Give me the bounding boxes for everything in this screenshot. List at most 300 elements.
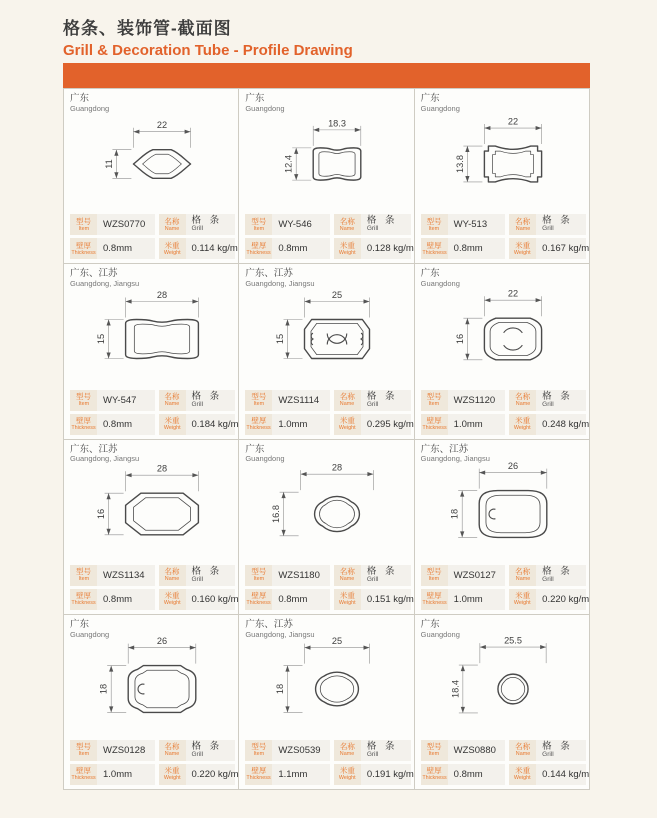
spec-pair-item [421,565,506,586]
region-label-en: Guangdong, Jiangsu [245,279,315,289]
weight-label [334,764,361,785]
name-value [361,565,411,586]
name-value [536,214,586,235]
profile-inner-detail [362,333,364,345]
height-dimension-label: 18.4 [450,680,461,699]
name-label [509,214,536,235]
thickness-label [245,238,272,259]
item-label [245,214,272,235]
spec-pair-thickness [245,414,330,435]
item-label-en: Item [253,225,265,232]
weight-value: 0.220 kg/m [536,589,586,610]
spec-table [421,565,589,610]
thickness-value: 0.8mm [97,589,155,610]
name-label-cn: 名称 [164,742,180,752]
item-label-en: Item [428,576,440,582]
thickness-value: 0.8mm [97,238,155,259]
item-value: WZS0539 [272,740,330,761]
thickness-value: 1.0mm [448,589,506,610]
thickness-value: 0.8mm [272,238,330,259]
thickness-value: 0.8mm [272,589,330,610]
height-dimension-label: 16 [96,509,107,520]
item-label-cn: 型号 [426,391,442,401]
thickness-label-en: Thickness [246,425,271,431]
weight-label-cn: 米重 [164,415,180,425]
item-value: WZS0770 [97,214,155,235]
thickness-label-en: Thickness [71,600,96,606]
spec-row [70,589,239,610]
height-dimension-label: 18 [275,684,286,695]
thickness-label [70,764,97,785]
name-label-en: Name [515,225,530,232]
product-cell [239,440,413,614]
name-label [334,390,361,411]
spec-row [421,414,589,435]
spec-pair-item [70,390,155,411]
height-dimension-label: 18 [98,684,109,695]
thickness-label [245,414,272,435]
region-label-cn: 广东 [420,93,440,104]
item-value: WZS0127 [448,565,506,586]
spec-pair-weight [159,238,236,259]
width-dimension-label: 22 [507,288,518,299]
profile-inner-wall [501,678,525,701]
thickness-value: 0.8mm [448,238,506,259]
name-label-cn: 名称 [515,391,531,401]
thickness-label-cn: 壁厚 [76,766,91,776]
profile-drawing [415,284,589,386]
name-value-en: Grill [191,400,204,408]
dimension-arrows [460,471,547,538]
spec-pair-name [509,565,586,586]
profile-drawing [239,109,413,211]
name-value-en: Grill [542,575,554,583]
weight-label [509,764,536,785]
spec-pair-item [245,390,330,411]
name-label-cn: 名称 [164,567,180,577]
product-cell [415,89,589,263]
height-dimension-label: 16.8 [271,505,282,524]
dimension-lines [284,297,370,358]
region-label-en: Guangdong, Jiangsu [420,454,490,464]
spec-pair-thickness [421,414,506,435]
product-grid [63,88,590,790]
spec-row [245,740,410,761]
thickness-label-en: Thickness [422,249,447,256]
dimension-lines [113,127,191,178]
product-cell [64,89,238,263]
dimension-lines [105,297,199,358]
name-value-en: Grill [542,400,554,408]
height-dimension-label: 12.4 [284,154,295,173]
spec-pair-item [245,214,330,235]
product-cell [239,615,413,789]
item-label [245,740,272,761]
spec-pair-item [421,214,506,235]
name-label [159,565,186,586]
name-label-en: Name [164,751,180,757]
spec-pair-weight [334,238,414,259]
spec-pair-weight [159,589,239,610]
spec-table [245,740,414,785]
name-label-en: Name [515,751,530,757]
dimension-arrows [295,127,362,179]
name-value-en: Grill [191,225,204,233]
item-label [245,390,272,411]
spec-pair-item [245,740,330,761]
weight-label-en: Weight [514,775,532,781]
profile-inner-detail [503,328,522,333]
spec-pair-name [159,214,236,235]
weight-label-en: Weight [514,425,532,431]
width-dimension-label: 25.5 [503,635,522,646]
item-label-cn: 型号 [76,216,91,226]
name-value-cn: 格 条 [542,390,573,402]
profile-inner-wall [492,151,533,177]
profile-inner-wall [135,671,189,708]
weight-label [159,589,186,610]
spec-pair-name [159,740,236,761]
spec-pair-thickness [421,764,506,785]
region-label-cn: 广东 [245,443,265,455]
spec-pair-name [509,390,586,411]
weight-label-cn: 米重 [164,766,180,776]
spec-pair-thickness [421,589,506,610]
spec-row [70,764,239,785]
name-value [186,740,236,761]
region-label-en: Guangdong [245,454,285,464]
spec-row [70,390,235,411]
profile-inner-wall [134,324,189,354]
item-label [70,390,97,411]
item-value: WZS1180 [272,565,330,586]
name-label-cn: 名称 [339,216,355,226]
dimension-arrows [465,298,541,360]
name-value [186,214,236,235]
profile-inner-detail [489,509,495,519]
thickness-label [245,764,272,785]
width-dimension-label: 18.3 [328,118,347,129]
profile-drawing [64,635,238,737]
name-value-cn: 格 条 [191,741,223,753]
weight-label-cn: 米重 [339,240,355,250]
spec-pair-weight [334,414,414,435]
weight-label [334,589,361,610]
spec-pair-thickness [245,764,330,785]
weight-label-en: Weight [338,249,356,256]
weight-label-en: Weight [338,425,356,431]
name-value-en: Grill [542,225,554,233]
spec-row [70,565,235,586]
item-value: WY-513 [448,214,506,235]
weight-label-en: Weight [163,425,181,431]
profile-inner-detail [503,345,522,350]
item-label [70,740,97,761]
spec-pair-name [334,740,411,761]
weight-label-en: Weight [163,600,181,606]
spec-row [70,238,238,259]
profile-inner-wall [486,495,540,532]
weight-label [159,764,186,785]
thickness-label [421,238,448,259]
spec-row [245,589,414,610]
name-label [509,740,536,761]
spec-pair-weight [159,764,239,785]
weight-label-en: Weight [514,249,532,256]
region-label-en: Guangdong, Jiangsu [70,454,140,464]
product-cell [415,615,589,789]
weight-label [509,414,536,435]
profile-outline [305,319,370,358]
weight-label-cn: 米重 [164,591,180,601]
spec-pair-weight [334,764,414,785]
region-label-en: Guangdong [420,629,460,639]
name-value-cn: 格 条 [366,741,398,753]
dimension-arrows [282,472,374,536]
region-label-en: Guangdong [70,103,110,113]
thickness-label [421,764,448,785]
profile-outline [484,146,541,182]
profile-drawing [239,635,413,737]
item-value: WZS1114 [272,390,330,411]
weight-label [159,414,186,435]
weight-label-cn: 米重 [515,240,531,250]
thickness-label [421,414,448,435]
thickness-label-cn: 壁厚 [251,240,267,250]
profile-drawing [415,635,589,737]
name-label-cn: 名称 [339,391,355,401]
region-label-cn: 广东 [420,268,440,280]
item-label [421,390,448,411]
name-label [334,214,361,235]
spec-row [421,764,589,785]
spec-row [421,565,586,586]
spec-pair-thickness [70,589,155,610]
weight-value: 0.248 kg/m [536,414,586,435]
weight-label [334,414,361,435]
region-label-en: Guangdong, Jiangsu [245,629,315,639]
spec-pair-thickness [245,589,330,610]
spec-pair-item [245,565,330,586]
spec-pair-name [509,740,586,761]
product-cell [64,615,238,789]
spec-table [245,390,414,435]
spec-pair-item [70,565,155,586]
thickness-label-cn: 壁厚 [426,766,442,776]
height-dimension-label: 13.8 [454,154,465,173]
name-label [159,390,186,411]
dimension-arrows [109,646,196,713]
item-label-cn: 型号 [76,567,91,577]
name-value-en: Grill [366,400,379,408]
name-value-cn: 格 条 [542,741,573,753]
name-label-en: Name [515,576,530,582]
profile-inner-wall [134,498,191,530]
weight-value: 0.191 kg/m [361,764,411,785]
thickness-label-cn: 壁厚 [426,240,442,250]
spec-pair-thickness [70,238,155,259]
thickness-label-cn: 壁厚 [251,591,267,601]
thickness-value: 1.0mm [448,414,506,435]
item-label-cn: 型号 [76,391,91,401]
width-dimension-label: 25 [332,289,343,300]
dimension-lines [463,296,541,360]
width-dimension-label: 22 [507,116,518,127]
weight-label-cn: 米重 [164,240,180,250]
region-label-cn: 广东 [420,618,440,630]
spec-pair-weight [509,414,589,435]
dimension-lines [280,470,374,536]
spec-row [70,214,235,235]
thickness-label-cn: 壁厚 [426,591,442,601]
item-label [421,565,448,586]
width-dimension-label: 26 [507,461,518,472]
spec-table [245,565,414,610]
region-label-cn: 广东 [245,93,265,104]
spec-pair-thickness [421,238,506,259]
name-label-en: Name [340,576,355,582]
profile-inner-wall [143,154,182,173]
item-value: WY-546 [272,214,330,235]
product-cell [64,440,238,614]
item-label [245,565,272,586]
thickness-label [70,238,97,259]
spec-row [245,390,410,411]
profile-inner-wall [321,676,354,702]
name-label-en: Name [515,401,530,407]
profile-drawing [64,109,238,211]
item-label-cn: 型号 [251,742,267,752]
width-dimension-label: 28 [332,462,343,473]
item-value: WZS1120 [448,390,506,411]
thickness-label-cn: 壁厚 [251,766,267,776]
page-title-cn: 格条、装饰管-截面图 [63,19,232,38]
dimension-arrows [286,299,370,358]
dimension-lines [293,126,362,180]
name-value-cn: 格 条 [542,565,573,577]
name-value-en: Grill [191,575,204,583]
thickness-label-en: Thickness [246,600,271,606]
thickness-value: 1.0mm [97,764,155,785]
weight-value: 0.128 kg/m [361,238,411,259]
name-value [536,565,586,586]
weight-label [334,238,361,259]
name-label [509,565,536,586]
spec-pair-item [421,740,506,761]
weight-value: 0.167 kg/m [536,238,586,259]
name-value-cn: 格 条 [191,215,223,227]
name-label-en: Name [164,401,180,407]
dimension-lines [463,124,541,182]
name-label [509,390,536,411]
thickness-label [421,589,448,610]
spec-table [70,565,239,610]
profile-inner-wall [320,500,355,527]
name-value-en: Grill [366,225,379,233]
weight-value: 0.114 kg/m [186,238,236,259]
spec-row [245,214,410,235]
thickness-label-en: Thickness [422,425,447,431]
profile-outline [126,319,199,358]
weight-value: 0.144 kg/m [536,764,586,785]
name-label-cn: 名称 [515,567,531,577]
item-value: WZS0128 [97,740,155,761]
weight-label [509,589,536,610]
name-value-en: Grill [366,575,379,583]
name-label-cn: 名称 [164,391,180,401]
dimension-lines [107,644,196,713]
dimension-arrows [461,645,546,713]
height-dimension-label: 11 [104,158,115,169]
name-label [159,214,186,235]
name-label-cn: 名称 [339,567,355,577]
item-value: WZS0880 [448,740,506,761]
weight-label-cn: 米重 [515,766,531,776]
product-cell [239,89,413,263]
item-value: WY-547 [97,390,155,411]
item-label-en: Item [253,576,265,582]
thickness-label-cn: 壁厚 [76,240,91,250]
spec-pair-name [509,214,586,235]
item-label-cn: 型号 [76,742,91,752]
name-label-en: Name [340,751,355,757]
name-label-en: Name [340,401,355,407]
item-label-en: Item [428,225,440,232]
height-dimension-label: 15 [96,333,107,344]
profile-outline [316,673,359,707]
thickness-label-en: Thickness [422,600,447,606]
spec-row [421,740,586,761]
name-label-en: Name [164,576,180,582]
profile-drawing [415,109,589,211]
spec-pair-name [159,390,236,411]
item-value: WZS1134 [97,565,155,586]
dimension-arrows [465,126,541,182]
spec-row [245,414,414,435]
thickness-label-cn: 壁厚 [76,591,91,601]
width-dimension-label: 22 [157,119,168,130]
thickness-label-cn: 壁厚 [251,415,267,425]
spec-table [70,390,239,435]
spec-row [245,565,410,586]
item-label-cn: 型号 [251,567,267,577]
weight-value: 0.160 kg/m [186,589,236,610]
item-label-en: Item [78,576,89,582]
region-label-cn: 广东、江苏 [245,268,293,280]
spec-row [70,740,235,761]
weight-value: 0.151 kg/m [361,589,411,610]
profile-drawing [415,460,589,562]
spec-row [245,238,414,259]
thickness-value: 1.1mm [272,764,330,785]
name-label [334,565,361,586]
region-label-cn: 广东、江苏 [245,618,293,630]
weight-label-cn: 米重 [339,591,355,601]
profile-drawing [239,460,413,562]
item-label-en: Item [78,751,89,757]
weight-label-en: Weight [163,775,181,781]
name-value-en: Grill [366,751,379,759]
name-label-cn: 名称 [339,742,355,752]
profile-inner-wall [311,323,363,354]
spec-row [70,414,239,435]
spec-pair-name [159,565,236,586]
accent-bar [63,63,590,88]
weight-label-cn: 米重 [515,415,531,425]
profile-outline [126,493,199,535]
weight-label-cn: 米重 [339,766,355,776]
weight-label-cn: 米重 [339,415,355,425]
